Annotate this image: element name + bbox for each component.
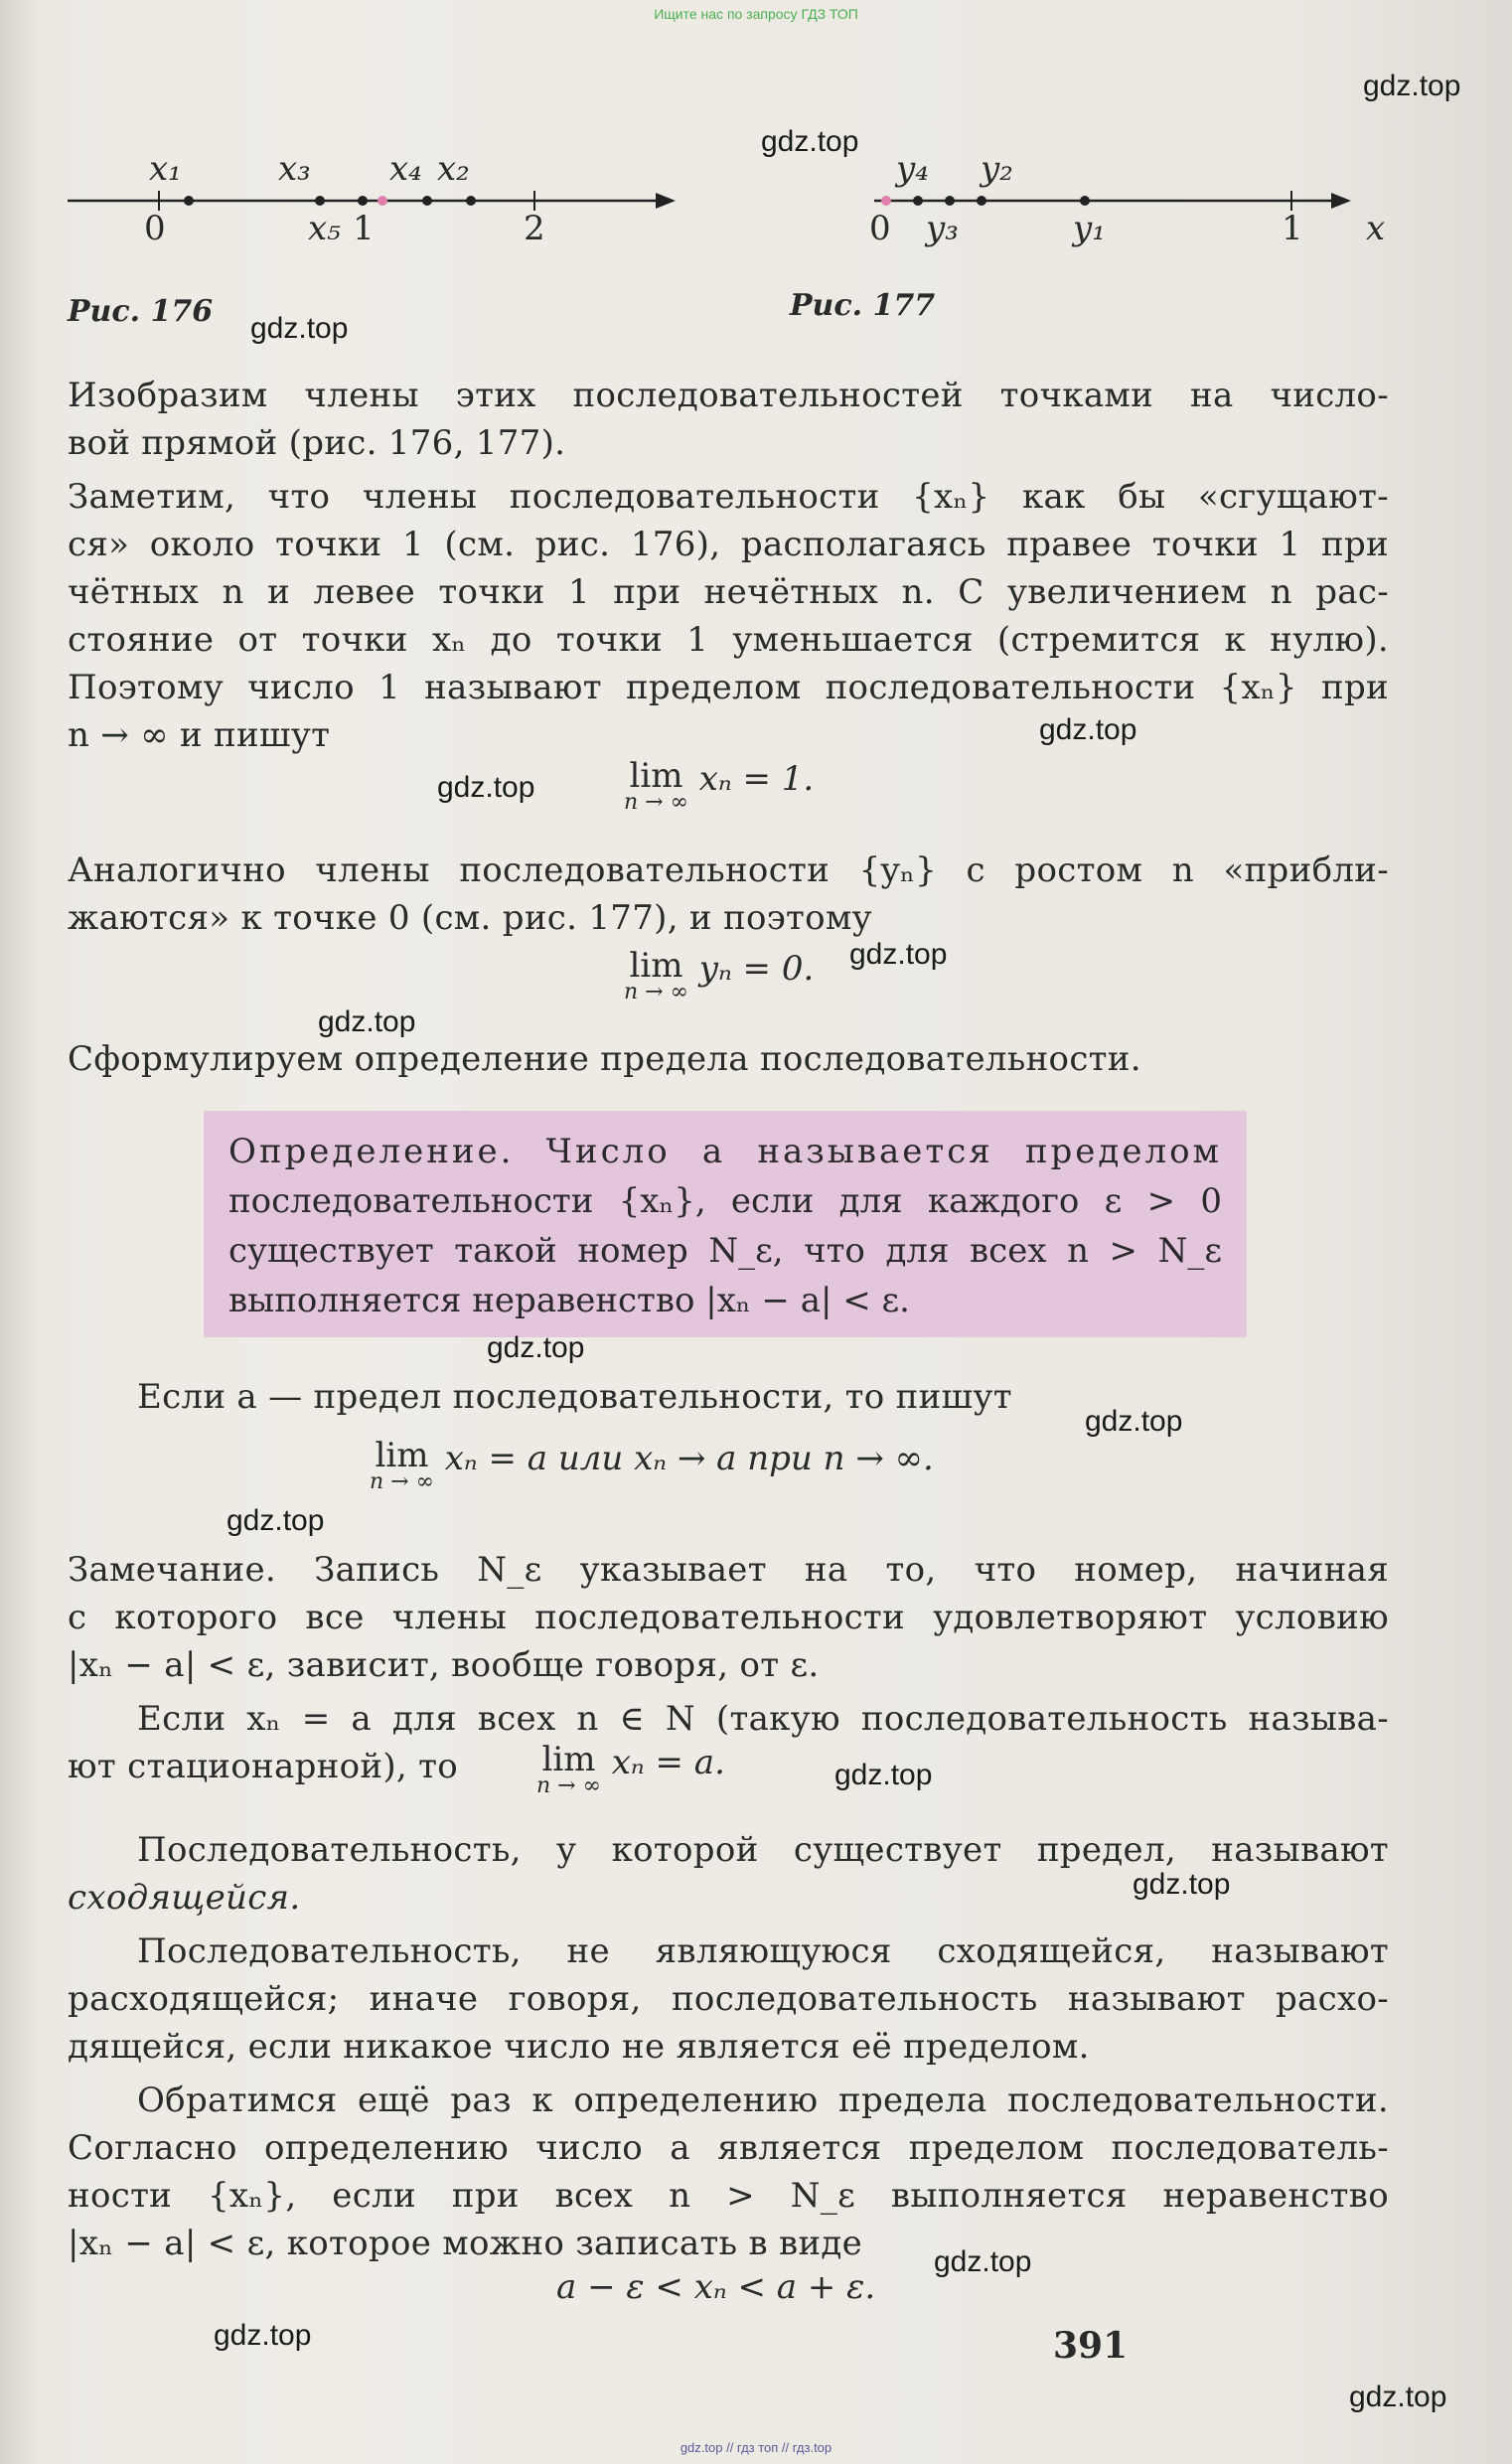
page-number: 391 xyxy=(1053,2325,1129,2367)
label-1: 1 xyxy=(1282,209,1303,248)
remark-line-3: |xₙ − a| < ε, зависит, вообще говоря, от ε. xyxy=(68,1645,820,1685)
lim-subscript: n → ∞ xyxy=(370,1469,434,1494)
point-one xyxy=(378,196,387,206)
watermark: gdz.top xyxy=(250,312,349,345)
paragraph-2-line-3: чётных n и левее точки 1 при нечётных n. С увеличением n рас- xyxy=(68,572,1389,612)
lim-subscript: n → ∞ xyxy=(624,790,688,815)
point-y1 xyxy=(1080,196,1090,206)
lim-expression: xₙ = a. xyxy=(611,1743,725,1782)
label-x3: x₃ xyxy=(278,149,311,189)
watermark: gdz.top xyxy=(487,1331,585,1364)
lim-word: lim xyxy=(629,946,683,986)
lim-word: lim xyxy=(375,1436,429,1475)
watermark: gdz.top xyxy=(834,1759,933,1791)
lim-expression: xₙ = a или xₙ → a при n → ∞. xyxy=(444,1439,934,1478)
point-y4 xyxy=(913,196,923,206)
paragraph-7-line-1: Последовательность, у которой существует предел, называют xyxy=(137,1830,1389,1870)
paragraph-9-line-3: ности {xₙ}, если при всех n > N_ε выполняется неравенство xyxy=(68,2176,1389,2216)
paragraph-2-line-5: Поэтому число 1 называют пределом последовательности {xₙ} при xyxy=(68,668,1389,707)
label-0: 0 xyxy=(869,209,891,248)
paragraph-8-line-3: дящейся, если никакое число не является её пределом. xyxy=(68,2027,1090,2067)
lim-word: lim xyxy=(541,1740,596,1779)
watermark: gdz.top xyxy=(227,1504,325,1537)
watermark: gdz.top xyxy=(761,125,859,158)
lim-word: lim xyxy=(629,756,683,796)
paragraph-4: Сформулируем определение предела последовательности. xyxy=(68,1039,1141,1079)
paragraph-3-line-1: Аналогично члены последовательности {yₙ} с ростом n «прибли- xyxy=(68,850,1389,890)
remark-line-2: с которого все члены последовательности удовлетворяют условию xyxy=(68,1598,1389,1637)
top-note[interactable]: Ищите нас по запросу ГДЗ ТОП xyxy=(654,6,858,22)
watermark: gdz.top xyxy=(1133,1868,1231,1901)
label-y4: y₄ xyxy=(896,149,929,189)
formula-lim-yn-0 xyxy=(624,946,815,1004)
label-2: 2 xyxy=(524,209,545,248)
formula-lim-stationary xyxy=(536,1740,725,1798)
paragraph-6-line-1: Если xₙ = a для всех n ∈ N (такую последовательность называ- xyxy=(137,1699,1389,1739)
paragraph-7-line-2: сходящейся. xyxy=(68,1878,301,1918)
paragraph-2-line-6: n → ∞ и пишут xyxy=(68,715,331,755)
watermark: gdz.top xyxy=(1039,713,1137,746)
watermark: gdz.top xyxy=(214,2319,312,2352)
label-y2: y₂ xyxy=(981,149,1013,189)
paragraph-8-line-1: Последовательность, не являющуюся сходящейся, называют xyxy=(137,1931,1389,1971)
point-x1 xyxy=(184,196,194,206)
point-x5 xyxy=(358,196,368,206)
definition-line-3: существует такой номер N_ε, что для всех n > N_ε xyxy=(228,1231,1222,1271)
lim-expression: xₙ = 1. xyxy=(698,759,815,799)
bottom-note[interactable]: gdz.top // гдз топ // гдз.top xyxy=(680,2440,832,2455)
paragraph-2-line-4: стояние от точки xₙ до точки 1 уменьшается (стремится к нулю). xyxy=(68,620,1389,660)
point-x3 xyxy=(315,196,325,206)
remark-line-1: Замечание. Запись N_ε указывает на то, что номер, начиная xyxy=(68,1550,1389,1590)
paragraph-1-line-2: вой прямой (рис. 176, 177). xyxy=(68,423,566,463)
caption-fig177: Рис. 177 xyxy=(790,288,936,323)
label-x2: x₂ xyxy=(437,149,470,189)
label-x4: x₄ xyxy=(389,149,422,189)
watermark: gdz.top xyxy=(1349,2381,1447,2413)
point-y3 xyxy=(945,196,955,206)
paragraph-9-line-4: |xₙ − a| < ε, которое можно записать в виде xyxy=(68,2224,863,2263)
axis-arrow xyxy=(1331,193,1351,209)
formula-lim-xn-a xyxy=(370,1436,934,1494)
label-0: 0 xyxy=(144,209,166,248)
label-x1: x₁ xyxy=(149,149,182,189)
definition-line-1: Определение. Число a называется пределом xyxy=(228,1132,1222,1171)
watermark: gdz.top xyxy=(849,938,948,971)
watermark: gdz.top xyxy=(318,1005,416,1038)
paragraph-9-line-2: Согласно определению число a является пределом последователь- xyxy=(68,2128,1389,2168)
point-x4 xyxy=(422,196,432,206)
paragraph-6-line-2: ют стационарной), то xyxy=(68,1747,458,1786)
label-y1: y₁ xyxy=(1073,209,1106,248)
point-y2 xyxy=(977,196,986,206)
watermark: gdz.top xyxy=(437,771,535,804)
watermark: gdz.top xyxy=(1363,70,1461,102)
label-1: 1 xyxy=(353,209,375,248)
lim-expression: yₙ = 0. xyxy=(698,949,815,989)
paragraph-9-line-1: Обратимся ещё раз к определению предела последовательности. xyxy=(137,2080,1389,2120)
point-x2 xyxy=(466,196,476,206)
paragraph-8-line-2: расходящейся; иначе говоря, последовательность называют расхо- xyxy=(68,1979,1389,2019)
lim-subscript: n → ∞ xyxy=(536,1773,601,1798)
label-x-axis: x xyxy=(1366,209,1386,248)
watermark: gdz.top xyxy=(1085,1405,1183,1438)
watermark: gdz.top xyxy=(934,2245,1032,2278)
paragraph-2-line-2: ся» около точки 1 (см. рис. 176), располагаясь правее точки 1 при xyxy=(68,525,1389,564)
formula-epsilon-interval: a − ε < xₙ < a + ε. xyxy=(556,2267,876,2307)
label-y3: y₃ xyxy=(926,209,959,248)
label-x5: x₅ xyxy=(308,209,341,248)
point-zero xyxy=(881,196,891,206)
paragraph-5: Если a — предел последовательности, то пишут xyxy=(137,1377,1012,1417)
definition-line-4: выполняется неравенство |xₙ − a| < ε. xyxy=(228,1281,910,1320)
paragraph-1-line-1: Изобразим члены этих последовательностей точками на число- xyxy=(68,376,1389,415)
lim-subscript: n → ∞ xyxy=(624,980,688,1004)
definition-line-2: последовательности {xₙ}, если для каждого ε > 0 xyxy=(228,1181,1222,1221)
caption-fig176: Рис. 176 xyxy=(68,294,214,329)
axis-arrow xyxy=(656,193,676,209)
paragraph-2-line-1: Заметим, что члены последовательности {xₙ} как бы «сгущают- xyxy=(68,477,1389,517)
paragraph-3-line-2: жаются» к точке 0 (см. рис. 177), и поэтому xyxy=(68,898,872,938)
formula-lim-xn-1 xyxy=(624,756,815,815)
